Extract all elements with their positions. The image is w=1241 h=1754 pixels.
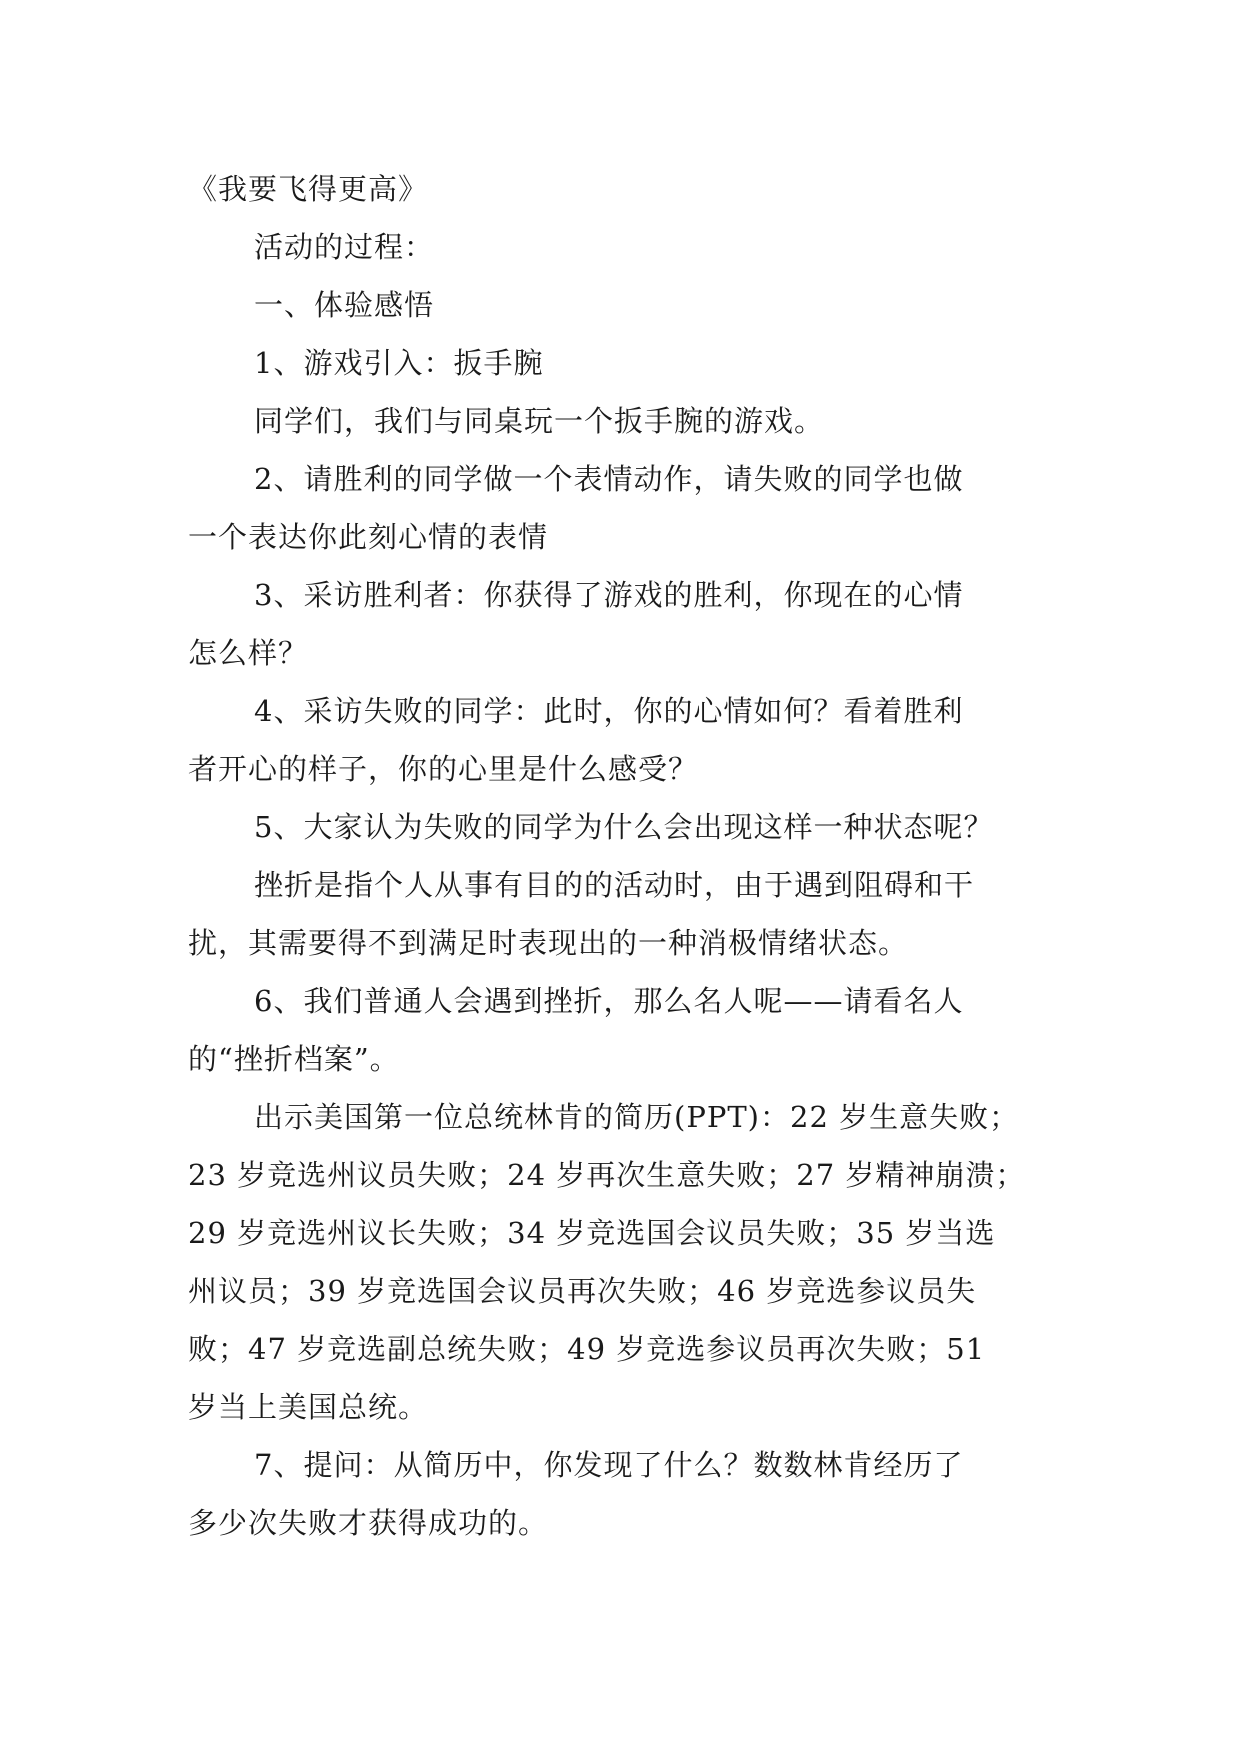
text-line: 23 岁竞选州议员失败；24 岁再次生意失败；27 岁精神崩溃； (188, 1158, 1026, 1192)
text-line: 活动的过程： (254, 230, 435, 264)
section-heading: 一、体验感悟 (254, 288, 435, 322)
text-line: 7、提问：从简历中，你发现了什么？数数林肯经历了 (254, 1448, 964, 1482)
text-line: 怎么样？ (188, 636, 309, 670)
text-line: 5、大家认为失败的同学为什么会出现这样一种状态呢？ (254, 810, 994, 844)
text-line: 州议员；39 岁竞选国会议员再次失败；46 岁竞选参议员失 (188, 1274, 977, 1308)
text-line: 6、我们普通人会遇到挫折，那么名人呢——请看名人 (254, 984, 964, 1018)
text-line: 多少次失败才获得成功的。 (188, 1506, 549, 1540)
text-line: 出示美国第一位总统林肯的简历(PPT)：22 岁生意失败； (254, 1100, 1020, 1134)
text-line: 1、游戏引入：扳手腕 (254, 346, 544, 380)
document-page (188, 160, 1058, 1552)
text-line: 2、请胜利的同学做一个表情动作，请失败的同学也做 (254, 462, 964, 496)
text-line: 的“挫折档案”。 (188, 1042, 400, 1076)
text-line: 者开心的样子，你的心里是什么感受？ (188, 752, 699, 786)
text-line: 一个表达你此刻心情的表情 (188, 520, 549, 554)
text-line: 29 岁竞选州议长失败；34 岁竞选国会议员失败；35 岁当选 (188, 1216, 996, 1250)
document-title: 《我要飞得更高》 (188, 172, 429, 206)
text-line: 岁当上美国总统。 (188, 1390, 429, 1424)
text-line: 同学们，我们与同桌玩一个扳手腕的游戏。 (254, 404, 825, 438)
text-line: 3、采访胜利者：你获得了游戏的胜利，你现在的心情 (254, 578, 964, 612)
text-line: 4、采访失败的同学：此时，你的心情如何？看着胜利 (254, 694, 964, 728)
text-line: 扰，其需要得不到满足时表现出的一种消极情绪状态。 (188, 926, 909, 960)
text-line: 败；47 岁竞选副总统失败；49 岁竞选参议员再次失败；51 (188, 1332, 986, 1366)
text-line: 挫折是指个人从事有目的的活动时，由于遇到阻碍和干 (254, 868, 975, 902)
